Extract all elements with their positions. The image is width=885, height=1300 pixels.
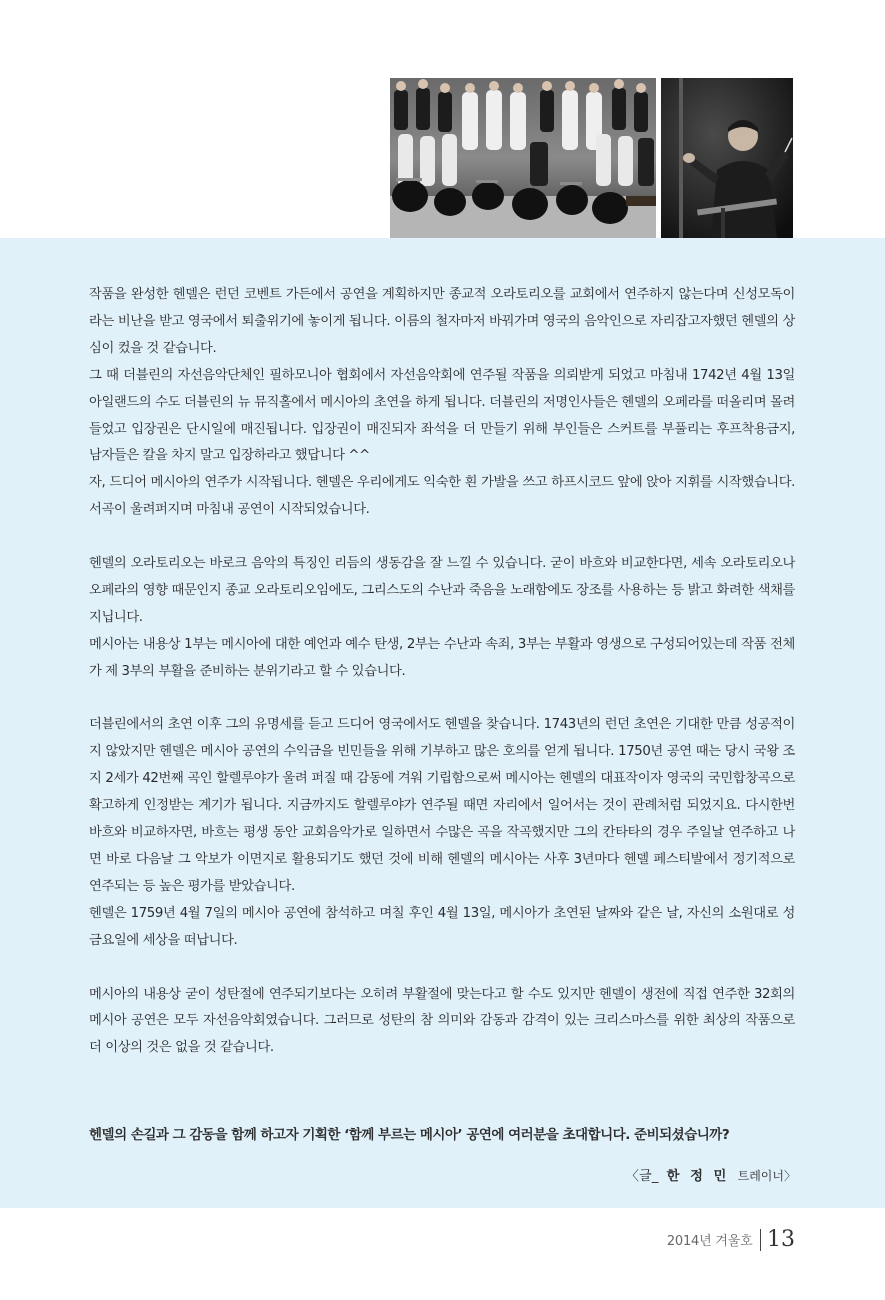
closing-invitation: 헨델의 손길과 그 감동을 함께 하고자 기획한 ‘함께 부르는 메시아’ 공연에 여러분을 초대합니다. 준비되셨습니까? xyxy=(89,1127,730,1143)
page-footer xyxy=(667,1227,795,1252)
paragraph: 더블린에서의 초연 이후 그의 유명세를 듣고 드디어 영국에서도 헨델을 찾습니다. 1743년의 런던 초연은 기대한 만큼 성공적이지 않았지만 헨델은 메시아 공연의 수익금을 빈민들을 위해 기부하고 많은 호의를 얻게 됩니다. 1750년 공연 때는 당시 국왕 조지 2세가 42번째 곡인 할렐루야가 울려 퍼질 때 감동에 겨워 기립함으로써 메시아는 헨델의 대표작이자 영국의 국민합창곡으로 확고하게 인정받는 계기가 됩니다. 지금까지도 할렐루야가 연주될 때면 자리에서 일어서는 것이 관례처럼 되었지요. 다시한번 바흐와 비교하자면, 바흐는 평생 동안 교회음악가로 일하면서 수많은 곡을 작곡했지만 그의 칸타타의 경우 주일날 연주하고 나면 바로 다음날 그 악보가 이면지로 활용되기도 했던 것에 비해 헨델의 메시아는 사후 3년마다 헨델 페스티발에서 정기적으로 연주되는 등 높은 평가를 받았습니다. xyxy=(89,717,795,894)
paragraph: 작품을 완성한 헨델은 런던 코벤트 가든에서 공연을 계획하지만 종교적 오라토리오를 교회에서 연주하지 않는다며 신성모독이라는 비난을 받고 영국에서 퇴출위기에 놓이게 됩니다. 이름의 철자마저 바꿔가며 영국의 음악인으로 자리잡고자했던 헨델의 상심이 컸을 것 같습니다. xyxy=(89,287,795,356)
choir-photo xyxy=(390,78,656,238)
paragraph: 메시아는 내용상 1부는 메시아에 대한 예언과 예수 탄생, 2부는 수난과 속죄, 3부는 부활과 영생으로 구성되어있는데 작품 전체가 제 3부의 부활을 준비하는 분위기라고 할 수 있습니다. xyxy=(89,636,795,679)
conductor-photo xyxy=(661,78,793,238)
author-role: 트레이너〉 xyxy=(737,1169,796,1183)
author-signature xyxy=(626,1165,796,1184)
issue-label: 2014년 겨울호 xyxy=(666,1234,753,1249)
paragraph: 그 때 더블린의 자선음악단체인 필하모니아 협회에서 자선음악회에 연주될 작품을 의뢰받게 되었고 마침내 1742년 4월 13일 아일랜드의 수도 더블린의 뉴 뮤직홀에서 메시아의 초연을 하게 됩니다. 더블린의 저명인사들은 헨델의 오페라를 떠올리며 몰려들었고 입장권은 단시일에 매진됩니다. 입장권이 매진되자 좌석을 더 만들기 위해 부인들은 스커트를 부풀리는 후프착용금지, 남자들은 칼을 차지 말고 입장하라고 했답니다 ^^ xyxy=(89,367,795,464)
signature-prefix: 〈글_ xyxy=(625,1169,659,1184)
paragraph-gap xyxy=(89,955,795,982)
author-name: 한 정 민 xyxy=(666,1169,730,1184)
paragraph-gap xyxy=(89,686,795,713)
footer-divider xyxy=(760,1229,762,1251)
page-number: 13 xyxy=(767,1227,795,1252)
paragraph: 헨델의 오라토리오는 바로크 음악의 특징인 리듬의 생동감을 잘 느낄 수 있습니다. 굳이 바흐와 비교한다면, 세속 오라토리오나 오페라의 영향 때문인지 종교 오라토리오임에도, 그리스도의 수난과 죽음을 노래함에도 장조를 사용하는 등 밝고 화려한 색채를 지닙니다. xyxy=(89,556,795,625)
article-body xyxy=(89,282,795,1062)
paragraph-gap xyxy=(89,524,795,551)
paragraph: 자, 드디어 메시아의 연주가 시작됩니다. 헨델은 우리에게도 익숙한 흰 가발을 쓰고 하프시코드 앞에 앉아 지휘를 시작했습니다. 서곡이 울려퍼지며 마침내 공연이 시작되었습니다. xyxy=(89,475,795,518)
paragraph: 메시아의 내용상 굳이 성탄절에 연주되기보다는 오히려 부활절에 맞는다고 할 수도 있지만 헨델이 생전에 직접 연주한 32회의 메시아 공연은 모두 자선음악회였습니다. 그러므로 성탄의 참 의미와 감동과 감격이 있는 크리스마스를 위한 최상의 작품으로 더 이상의 것은 없을 것 같습니다. xyxy=(89,986,795,1056)
paragraph: 헨델은 1759년 4월 7일의 메시아 공연에 참석하고 며칠 후인 4월 13일, 메시아가 초연된 날짜와 같은 날, 자신의 소원대로 성 금요일에 세상을 떠납니다. xyxy=(89,905,795,948)
